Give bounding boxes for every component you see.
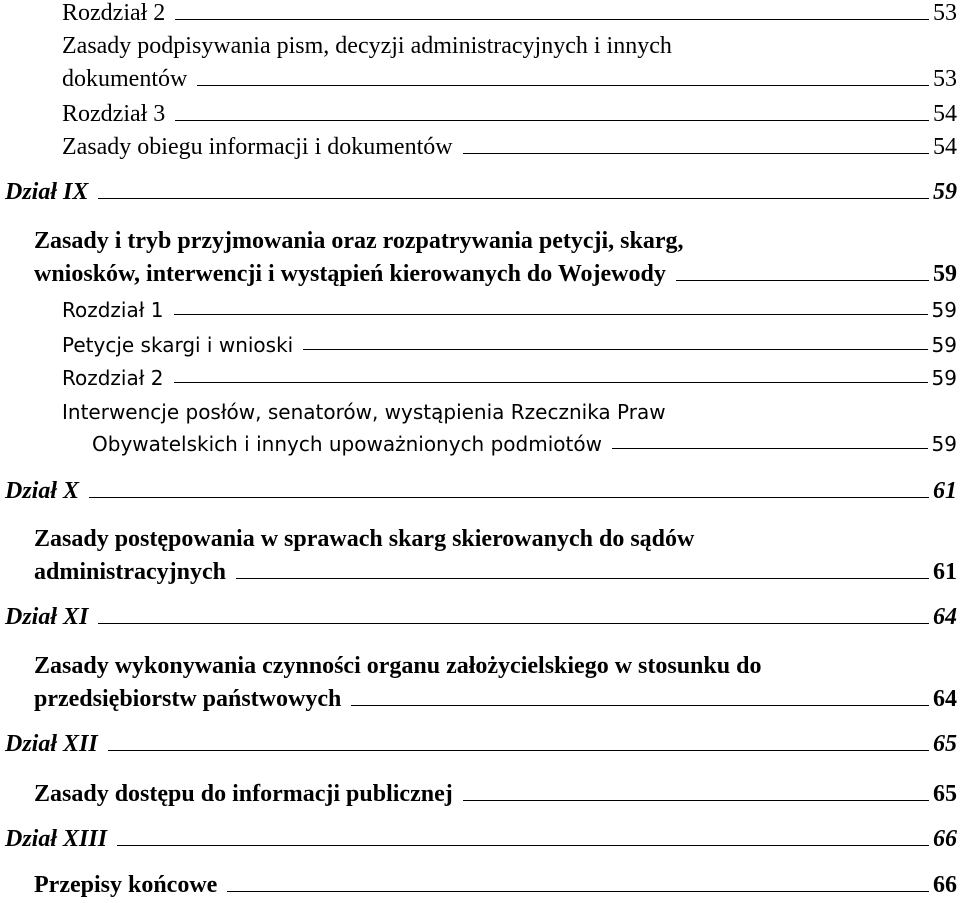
dot-leader <box>89 496 929 498</box>
dot-leader <box>98 622 929 624</box>
toc-entry-section[interactable] <box>5 478 957 505</box>
dot-leader <box>175 119 929 121</box>
toc-entry-page: 53 <box>933 66 957 92</box>
dot-leader <box>98 197 929 199</box>
dot-leader <box>174 313 928 315</box>
toc-entry-title: Rozdział 2 <box>62 366 164 390</box>
dot-leader <box>117 844 929 846</box>
toc-entry-page: 59 <box>931 333 957 357</box>
toc-entry-page: 53 <box>933 0 957 26</box>
toc-entry-section-title[interactable] <box>34 559 957 586</box>
toc-entry-chapter[interactable] <box>62 0 957 27</box>
toc-entry-page: 61 <box>933 559 957 585</box>
toc-entry-section-title[interactable] <box>34 872 957 899</box>
toc-entry-section-title[interactable] <box>34 781 957 808</box>
dot-leader <box>108 749 929 751</box>
toc-entry-title: Petycje skargi i wnioski <box>62 333 294 357</box>
toc-entry-title: Dział XIII <box>5 826 108 852</box>
toc-entry-title-continued: dokumentów <box>62 66 188 92</box>
toc-entry-page: 59 <box>933 261 957 287</box>
toc-entry-page: 66 <box>933 872 957 898</box>
dot-leader <box>236 577 929 579</box>
toc-entry-page: 66 <box>933 826 957 852</box>
toc-entry-section-title[interactable] <box>34 686 957 713</box>
toc-entry-title: Zasady wykonywania czynności organu założycielskiego w stosunku do <box>34 653 762 679</box>
toc-entry-title: Rozdział 1 <box>62 298 164 322</box>
toc-entry-title-continued: przedsiębiorstw państwowych <box>34 686 342 712</box>
toc-entry-title: Dział XII <box>5 731 98 757</box>
toc-entry-title: Zasady dostępu do informacji publicznej <box>34 781 453 807</box>
toc-entry-section[interactable] <box>5 179 957 206</box>
toc-entry-page: 64 <box>933 686 957 712</box>
toc-entry-page: 59 <box>933 179 957 205</box>
toc-entry-title-continued: wniosków, interwencji i wystąpień kierowanych do Wojewody <box>34 261 666 287</box>
toc-entry-page: 65 <box>933 781 957 807</box>
toc-entry-title: Rozdział 2 <box>62 0 166 26</box>
dot-leader <box>463 799 929 801</box>
toc-entry-chapter-title[interactable] <box>62 134 957 161</box>
toc-entry-page: 61 <box>933 478 957 504</box>
toc-entry-page: 59 <box>931 432 957 456</box>
dot-leader <box>197 84 929 86</box>
dot-leader <box>303 348 927 350</box>
toc-entry-chapter[interactable] <box>62 101 957 128</box>
toc-entry-title: Przepisy końcowe <box>34 872 218 898</box>
toc-entry-section[interactable] <box>5 731 957 758</box>
dot-leader <box>175 18 929 20</box>
toc-entry-title: Zasady obiegu informacji i dokumentów <box>62 134 453 160</box>
toc-entry-section[interactable] <box>5 604 957 631</box>
toc-entry-title: Dział XI <box>5 604 89 630</box>
toc-entry-title: Rozdział 3 <box>62 101 166 127</box>
toc-entry-chapter[interactable] <box>62 298 957 322</box>
toc-entry-title-continued: Obywatelskich i innych upoważnionych podmiotów <box>92 432 602 456</box>
toc-entry-section[interactable] <box>5 826 957 853</box>
toc-entry-page: 59 <box>931 298 957 322</box>
toc-entry-chapter-title[interactable] <box>92 432 957 456</box>
toc-entry-page: 54 <box>933 101 957 127</box>
toc-entry-page: 65 <box>933 731 957 757</box>
toc-entry-section-title[interactable] <box>34 261 957 288</box>
dot-leader <box>174 381 928 383</box>
toc-entry-chapter[interactable] <box>62 366 957 390</box>
toc-entry-page: 54 <box>933 134 957 160</box>
toc-entry-chapter-title[interactable] <box>62 333 957 357</box>
dot-leader <box>463 152 929 154</box>
toc-entry-title-continued: administracyjnych <box>34 559 226 585</box>
toc-entry-page: 59 <box>931 366 957 390</box>
dot-leader <box>351 704 929 706</box>
toc-entry-title: Zasady i tryb przyjmowania oraz rozpatrywania petycji, skarg, <box>34 228 684 254</box>
toc-entry-title: Dział X <box>5 478 80 504</box>
dot-leader <box>676 279 929 281</box>
toc-entry-title: Interwencje posłów, senatorów, wystąpienia Rzecznika Praw <box>62 400 666 424</box>
toc-entry-title: Zasady podpisywania pism, decyzji administracyjnych i innych <box>62 33 672 59</box>
dot-leader <box>612 447 928 449</box>
toc-entry-title: Dział IX <box>5 179 89 205</box>
toc-entry-chapter-title[interactable] <box>62 66 957 93</box>
toc-entry-page: 64 <box>933 604 957 630</box>
dot-leader <box>227 890 929 892</box>
toc-entry-title: Zasady postępowania w sprawach skarg skierowanych do sądów <box>34 526 695 552</box>
